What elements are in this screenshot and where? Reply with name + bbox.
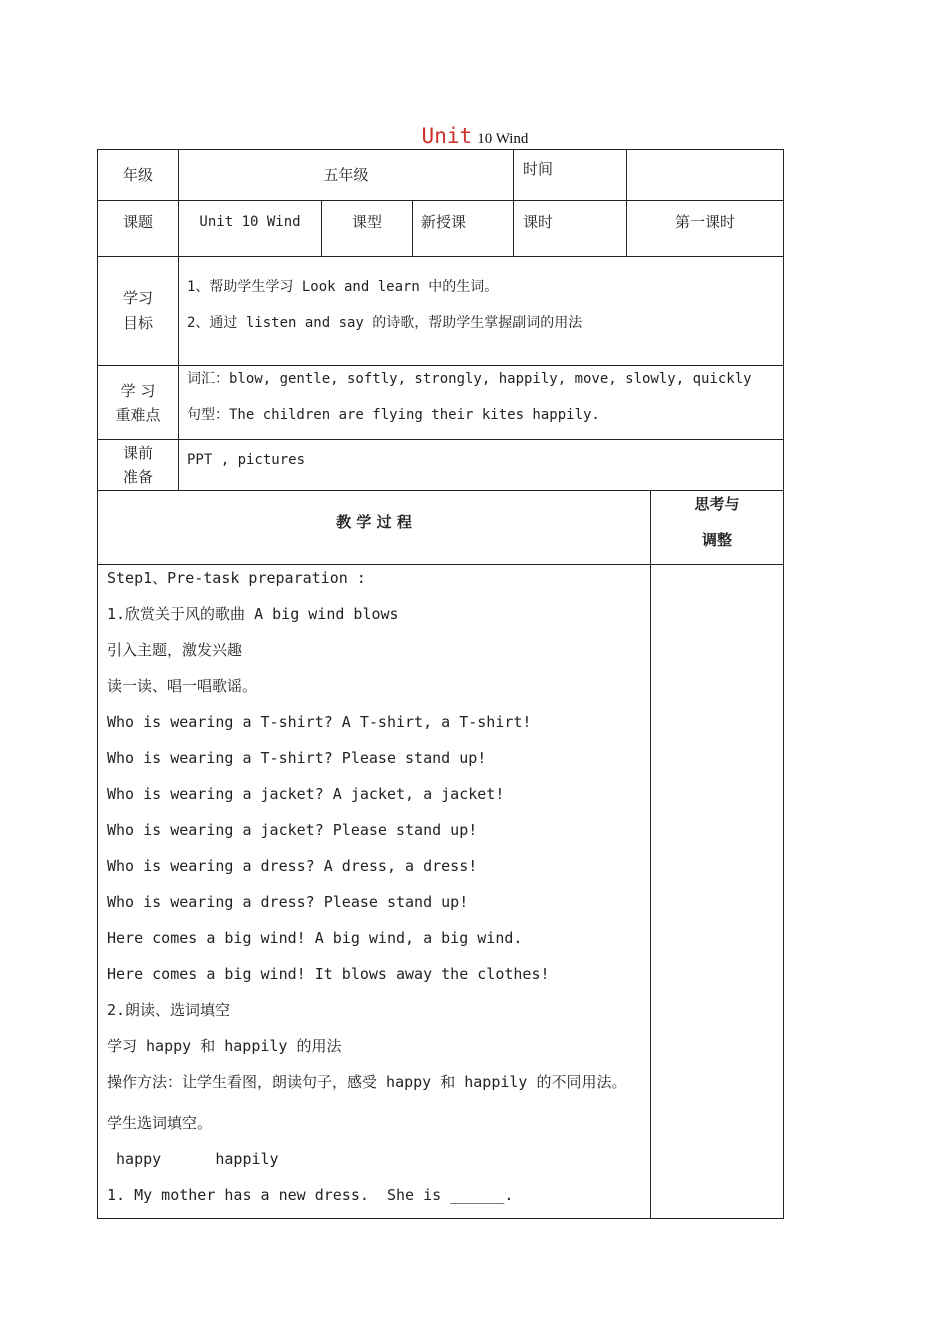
adjust-header-1: 思考与 — [694, 495, 740, 513]
topic-label: 课题 — [122, 213, 153, 231]
table-rule — [97, 490, 784, 491]
preparation-label-2: 准备 — [122, 468, 153, 486]
grade-value: 五年级 — [323, 166, 369, 184]
title-rest: 10 Wind — [477, 131, 529, 147]
keypoints-vocab: 词汇：blow, gentle, softly, strongly, happily, move, slowly, quickly — [187, 371, 752, 387]
process-line: Step1、Pre-task preparation : — [107, 569, 366, 587]
process-line: Who is wearing a dress? A dress, a dress! — [107, 857, 478, 875]
process-line: 引入主题，激发兴趣 — [107, 641, 243, 659]
table-rule — [178, 149, 179, 491]
table-rule — [97, 200, 784, 201]
table-border — [97, 149, 98, 1219]
type-label: 课型 — [351, 213, 382, 231]
table-rule — [412, 200, 413, 257]
process-header: 教 学 过 程 — [336, 513, 412, 531]
objectives-label-2: 目标 — [122, 314, 153, 332]
process-line: 学习 happy 和 happily 的用法 — [107, 1037, 342, 1055]
process-content — [107, 568, 647, 1221]
table-rule — [97, 564, 784, 565]
grade-label: 年级 — [122, 166, 153, 184]
objective-line-1: 1、帮助学生学习 Look and learn 中的生词。 — [187, 279, 499, 295]
table-rule — [626, 149, 627, 257]
table-rule — [650, 490, 651, 1219]
title-unit: Unit — [421, 124, 473, 148]
table-border — [97, 149, 784, 150]
table-border — [783, 149, 784, 1219]
objective-line-2: 2、通过 listen and say 的诗歌，帮助学生掌握副词的用法 — [187, 315, 583, 331]
process-line: 1.欣赏关于风的歌曲 A big wind blows — [107, 605, 399, 623]
type-value: 新授课 — [421, 213, 467, 231]
process-line: 操作方法：让学生看图，朗读句子，感受 happy 和 happily 的不同用法。 — [107, 1073, 627, 1091]
process-line: Who is wearing a jacket? Please stand up! — [107, 821, 478, 839]
process-line: Who is wearing a jacket? A jacket, a jacket! — [107, 785, 505, 803]
document-title — [0, 124, 950, 148]
process-line: happy happily — [107, 1150, 279, 1168]
period-label: 课时 — [523, 213, 554, 231]
process-line: 读一读、唱一唱歌谣。 — [107, 677, 258, 695]
objectives-label-1: 学习 — [122, 289, 153, 307]
keypoints-label-1: 学 习 — [120, 382, 156, 400]
process-line: 1. My mother has a new dress. She is ______. — [107, 1186, 514, 1204]
table-rule — [97, 256, 784, 257]
preparation-label-1: 课前 — [122, 444, 153, 462]
process-line: Who is wearing a T-shirt? A T-shirt, a T-shirt! — [107, 713, 532, 731]
keypoints-sentence: 句型：The children are flying their kites happily. — [187, 407, 600, 423]
table-rule — [513, 149, 514, 201]
topic-value: Unit 10 Wind — [199, 214, 301, 230]
process-line: Here comes a big wind! It blows away the clothes! — [107, 965, 550, 983]
table-rule — [97, 365, 784, 366]
time-label: 时间 — [523, 160, 554, 178]
adjust-header-2: 调整 — [701, 531, 732, 549]
table-rule — [97, 439, 784, 440]
process-line: 2.朗读、选词填空 — [107, 1001, 231, 1019]
preparation-value: PPT , pictures — [187, 452, 306, 468]
table-rule — [513, 200, 514, 257]
process-line: Here comes a big wind! A big wind, a big wind. — [107, 929, 523, 947]
process-line: Who is wearing a dress? Please stand up! — [107, 893, 469, 911]
keypoints-label-2: 重难点 — [115, 406, 161, 424]
process-line: 学生选词填空。 — [107, 1114, 213, 1132]
period-value: 第一课时 — [674, 213, 735, 231]
process-line: Who is wearing a T-shirt? Please stand up! — [107, 749, 487, 767]
